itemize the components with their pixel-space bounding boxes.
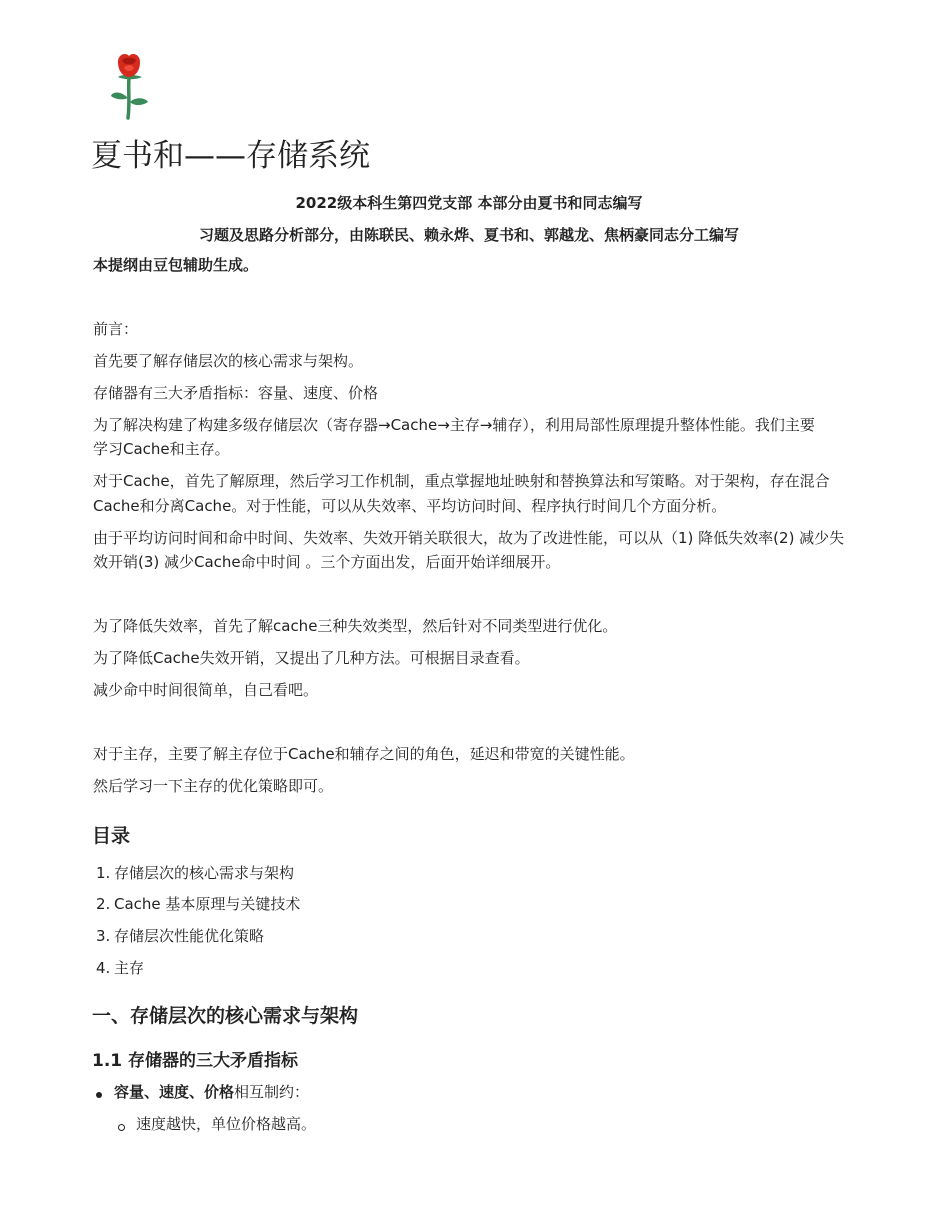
preface-paragraph: 首先要了解存储层次的核心需求与架构。: [93, 352, 364, 370]
toc-item-number: 2.: [96, 895, 111, 913]
bullet-item: [114, 1080, 866, 1104]
toc-item-number: 3.: [96, 927, 111, 945]
toc-item-label: 存储层次性能优化策略: [114, 927, 265, 945]
preface-paragraph: 为了降低Cache失效开销，又提出了几种方法。可根据目录查看。: [93, 649, 530, 667]
toc-item[interactable]: [96, 957, 144, 978]
bullet-marker: [96, 1092, 102, 1098]
preface-paragraph: 学习Cache和主存。: [93, 440, 230, 458]
toc-item[interactable]: [96, 893, 300, 914]
toc-heading: 目录: [92, 825, 131, 847]
subsection-heading: 1.1 存储器的三大矛盾指标: [92, 1051, 299, 1071]
preface-paragraph: 由于平均访问时间和命中时间、失效率、失效开销关联很大，故为了改进性能，可以从（1) 降低失效率(2) 减少失: [93, 529, 845, 547]
preface-paragraph: 然后学习一下主存的优化策略即可。: [93, 777, 334, 795]
sub-bullet-item: 速度越快，单位价格越高。: [136, 1115, 317, 1133]
preface-paragraph: 对于主存，主要了解主存位于Cache和辅存之间的角色，延迟和带宽的关键性能。: [93, 745, 635, 763]
preface-paragraph: 为了降低失效率，首先了解cache三种失效类型，然后针对不同类型进行优化。: [93, 617, 618, 635]
toc-item-label: 存储层次的核心需求与架构: [114, 864, 295, 882]
sub-bullet-marker: [118, 1124, 125, 1131]
bullet-text: 相互制约：: [234, 1083, 310, 1101]
toc-item-number: 1.: [96, 864, 111, 882]
toc-item-label: 主存: [114, 959, 145, 977]
preface-heading: 前言：: [93, 320, 139, 338]
bullet-bold-text: 容量、速度、价格: [114, 1083, 235, 1101]
preface-paragraph: 减少命中时间很简单，自己看吧。: [93, 681, 319, 699]
preface-paragraph: 存储器有三大矛盾指标：容量、速度、价格: [93, 384, 379, 402]
generation-note: 本提纲由豆包辅助生成。: [93, 256, 259, 274]
toc-item-number: 4.: [96, 959, 111, 977]
document-title: 夏书和——存储系统: [91, 138, 370, 174]
toc-item[interactable]: [96, 862, 294, 883]
section-heading: 一、存储层次的核心需求与架构: [92, 1005, 359, 1027]
toc-item[interactable]: [96, 925, 264, 946]
preface-paragraph: 效开销(3) 减少Cache命中时间 。三个方面出发，后面开始详细展开。: [93, 553, 561, 571]
preface-paragraph: Cache和分离Cache。对于性能，可以从失效率、平均访问时间、程序执行时间几个方面分析。: [93, 497, 727, 515]
toc-item-label: Cache 基本原理与关键技术: [114, 895, 301, 913]
preface-paragraph: 对于Cache，首先了解原理，然后学习工作机制，重点掌握地址映射和替换算法和写策略。对于架构，存在混合: [93, 472, 830, 490]
subtitle-authors: 2022级本科生第四党支部 本部分由夏书和同志编写: [295, 194, 643, 212]
subtitle-contributors: 习题及思路分析部分，由陈联民、赖永烨、夏书和、郭越龙、焦柄豪同志分工编写: [198, 226, 739, 244]
rose-icon: [106, 50, 154, 120]
preface-paragraph: 为了解决构建了构建多级存储层次（寄存器→Cache→主存→辅存），利用局部性原理提升整体性能。我们主要: [93, 416, 815, 434]
